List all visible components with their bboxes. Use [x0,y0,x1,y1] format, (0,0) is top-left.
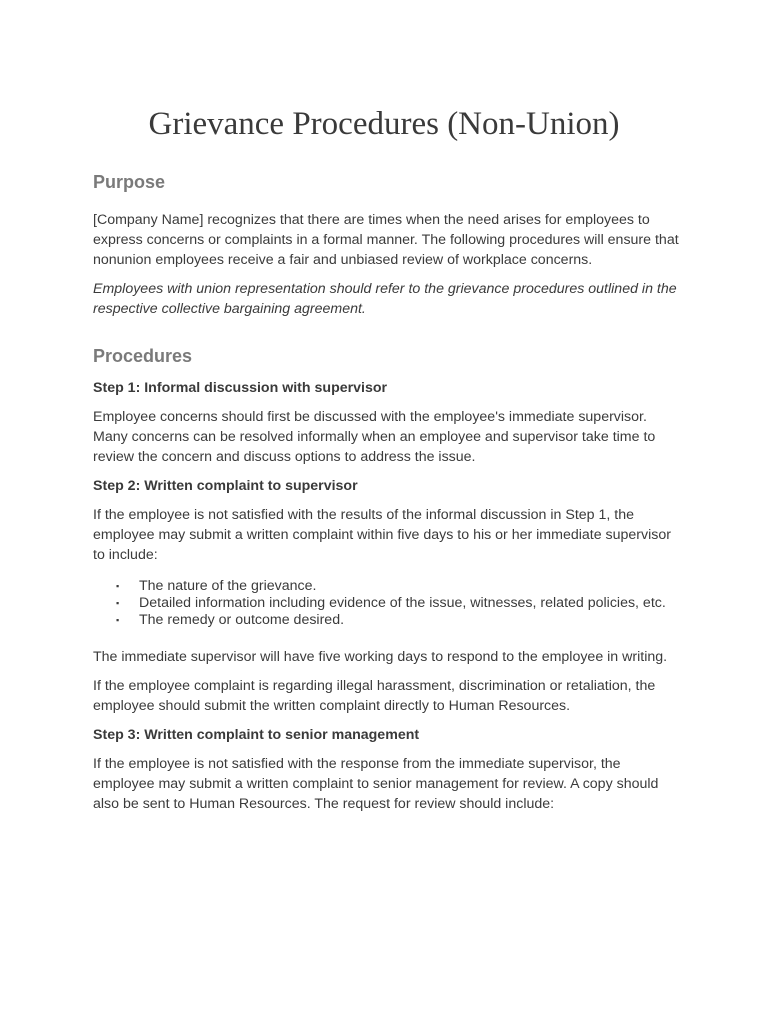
list-item [93,612,683,629]
list-item-text: Detailed information including evidence of the issue, witnesses, related policies, etc. [139,595,666,611]
page-title: Grievance Procedures (Non-Union) [148,106,620,142]
step1-heading: Step 1: Informal discussion with supervisor [93,380,388,396]
step3-paragraph: If the employee is not satisfied with the response from the immediate supervisor, the employee may submit a written complaint to senior management for review. A copy should also be sent to Human Resources. The request for review should include: [93,756,659,812]
list-item [93,578,683,595]
step2-bullet-list [93,578,683,629]
step2-paragraph: If the employee is not satisfied with the results of the informal discussion in Step 1, the employee may submit a written complaint within five days to his or her immediate supervisor to include: [93,507,671,563]
step3-heading: Step 3: Written complaint to senior management [93,727,420,743]
document-content [93,102,683,814]
square-bullet-icon: ▪ [116,581,120,591]
purpose-heading: Purpose [93,172,166,192]
square-bullet-icon: ▪ [116,598,120,608]
list-item-text: The nature of the grievance. [139,578,317,594]
step2-heading: Step 2: Written complaint to supervisor [93,478,358,494]
harassment-paragraph: If the employee complaint is regarding illegal harassment, discrimination or retaliation, the employee should submit the written complaint directly to Human Resources. [93,678,656,714]
list-item-text: The remedy or outcome desired. [139,612,345,628]
step1-paragraph: Employee concerns should first be discussed with the employee's immediate supervisor. Many concerns can be resolved informally when an employee and supervisor take time to review the concern and discuss options to address the issue. [93,409,656,465]
supervisor-response-paragraph: The immediate supervisor will have five working days to respond to the employee in writing. [93,649,668,665]
square-bullet-icon: ▪ [116,615,120,625]
list-item [93,595,683,612]
procedures-heading: Procedures [93,346,193,366]
union-note-paragraph: Employees with union representation should refer to the grievance procedures outlined in the respective collective bargaining agreement. [93,281,677,317]
purpose-paragraph: [Company Name] recognizes that there are times when the need arises for employees to express concerns or complaints in a formal manner. The following procedures will ensure that nonunion employees receive a fair and unbiased review of workplace concerns. [93,212,679,268]
